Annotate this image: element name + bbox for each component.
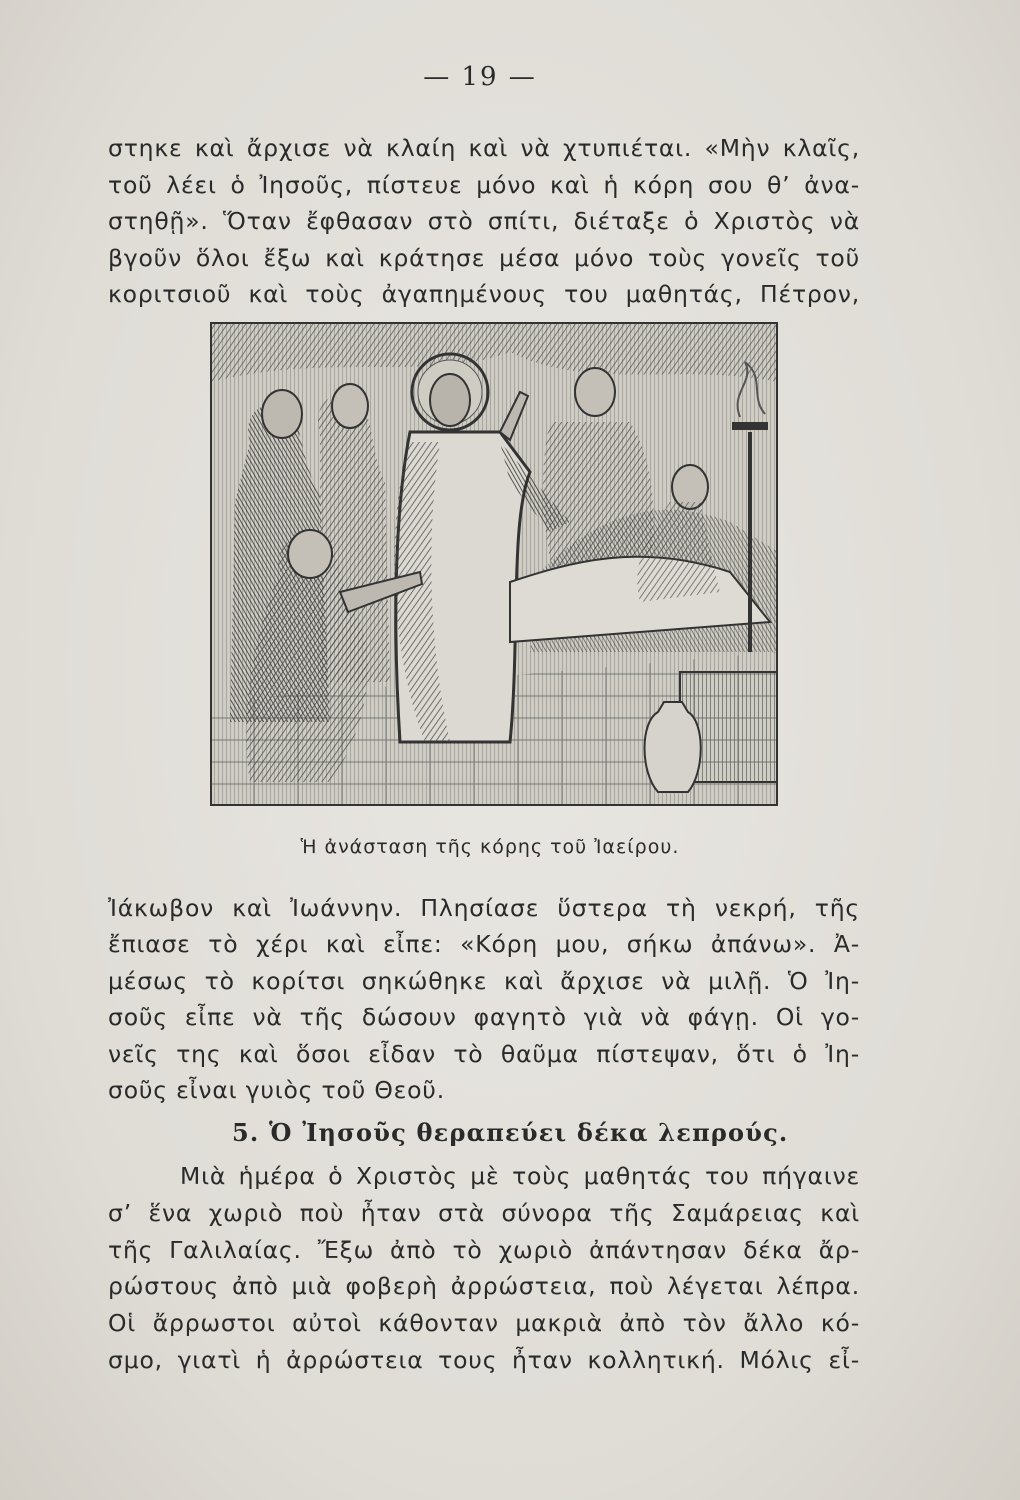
- paragraph-middle: [108, 890, 860, 1108]
- text-line: Οἱ ἄρρωστοι αὐτοὶ κάθονταν μακριὰ ἀπὸ τὸν ἄλλο κό-: [108, 1309, 860, 1338]
- text-line: νεῖς της καὶ ὅσοι εἶδαν τὸ θαῦμα πίστεψαν, ὅτι ὁ Ἰη-: [108, 1039, 860, 1068]
- section-heading: 5. Ὁ Ἰησοῦς θεραπεύει δέκα λεπρούς.: [232, 1118, 789, 1147]
- paragraph-bottom: [108, 1158, 860, 1379]
- engraving-illustration: [210, 322, 778, 806]
- text-line: στηκε καὶ ἄρχισε νὰ κλαίη καὶ νὰ χτυπιέται. «Μὴν κλαῖς,: [108, 134, 860, 162]
- text-line: σ’ ἕνα χωριὸ ποὺ ἦταν στὰ σύνορα τῆς Σαμάρειας καὶ: [108, 1198, 860, 1227]
- figure-caption: Ἡ ἀνάσταση τῆς κόρης τοῦ Ἰαείρου.: [300, 836, 680, 858]
- text-line: σοῦς εἶναι γυιὸς τοῦ Θεοῦ.: [108, 1075, 445, 1104]
- engraving-drawing: [210, 322, 778, 806]
- text-line: στηθῇ». Ὅταν ἔφθασαν στὸ σπίτι, διέταξε ὁ Χριστὸς νὰ: [108, 207, 860, 235]
- paragraph-top: [108, 130, 860, 313]
- text-line: τοῦ λέει ὁ Ἰησοῦς, πίστευε μόνο καὶ ἡ κόρη σου θ’ ἀνα-: [108, 170, 860, 199]
- text-line: ρώστους ἀπὸ μιὰ φοβερὴ ἀρρώστεια, ποὺ λέγεται λέπρα.: [108, 1272, 860, 1301]
- text-line: σοῦς εἶπε νὰ τῆς δώσουν φαγητὸ γιὰ νὰ φάγῃ. Οἱ γο-: [108, 1003, 860, 1032]
- text-line: σμο, γιατὶ ἡ ἀρρώστεια τους ἦταν κολλητική. Μόλις εἶ-: [108, 1345, 860, 1374]
- text-line: Ἰάκωβον καὶ Ἰωάννην. Πλησίασε ὕστερα τὴ νεκρή, τῆς: [108, 894, 860, 922]
- text-line: ἔπιασε τὸ χέρι καὶ εἶπε: «Κόρη μου, σήκω ἀπάνω». Ἀ-: [108, 930, 860, 959]
- text-line: βγοῦν ὅλοι ἔξω καὶ κράτησε μέσα μόνο τοὺς γονεῖς τοῦ: [108, 243, 860, 272]
- text-line: τῆς Γαλιλαίας. Ἔξω ἀπὸ τὸ χωριὸ ἀπάντησαν δέκα ἄρ-: [108, 1235, 860, 1264]
- text-line: κοριτσιοῦ καὶ τοὺς ἀγαπημένους του μαθητάς, Πέτρον,: [108, 280, 860, 308]
- text-line: μέσως τὸ κορίτσι σηκώθηκε καὶ ἄρχισε νὰ μιλῇ. Ὁ Ἰη-: [108, 966, 860, 995]
- page-number: — 19 —: [423, 62, 537, 92]
- text-line: Μιὰ ἡμέρα ὁ Χριστὸς μὲ τοὺς μαθητάς του πήγαινε: [180, 1162, 860, 1190]
